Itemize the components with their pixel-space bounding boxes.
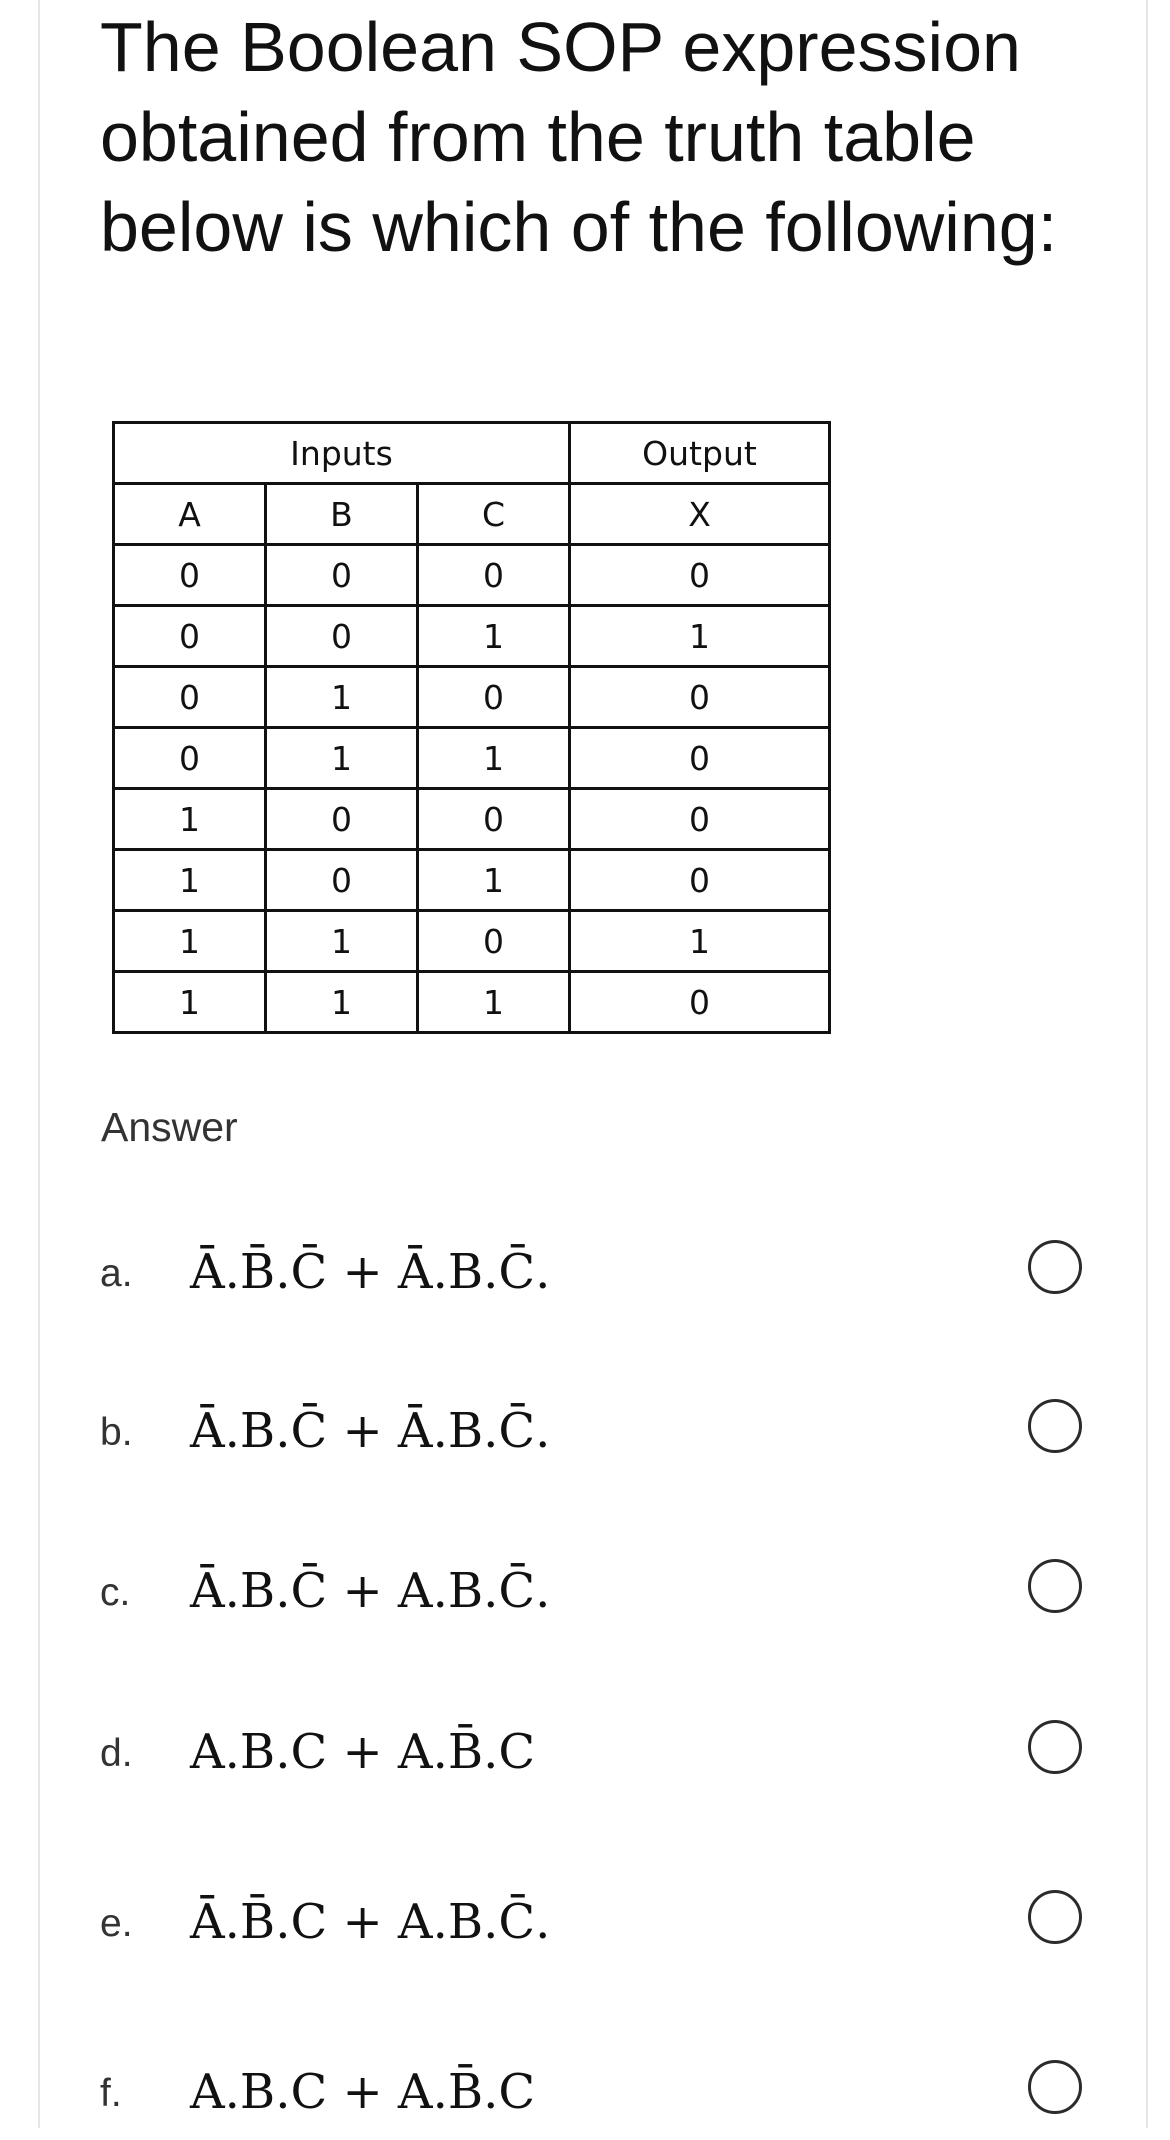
truth-table-column-header — [114, 484, 830, 545]
cell-x: 1 — [570, 606, 830, 667]
radio-button[interactable] — [1028, 1890, 1082, 1944]
cell-a: 0 — [114, 728, 266, 789]
table-row — [114, 728, 830, 789]
question-text: The Boolean SOP expression obtained from the truth table below is which of the following: — [100, 8, 1058, 266]
cell-c: 0 — [418, 911, 570, 972]
cell-b: 0 — [266, 606, 418, 667]
cell-b: 0 — [266, 789, 418, 850]
cell-c: 0 — [418, 789, 570, 850]
column-header-b: B — [266, 484, 418, 545]
table-row — [114, 911, 830, 972]
table-row — [114, 972, 830, 1033]
option-expression: Ā.B.C̄ + A.B.C̄. — [190, 1563, 551, 1619]
truth-table-group-header — [114, 423, 830, 484]
cell-x: 0 — [570, 972, 830, 1033]
radio-button[interactable] — [1028, 1559, 1082, 1613]
radio-button[interactable] — [1028, 2060, 1082, 2114]
cell-c: 0 — [418, 667, 570, 728]
cell-a: 1 — [114, 789, 266, 850]
cell-a: 1 — [114, 972, 266, 1033]
cell-a: 0 — [114, 545, 266, 606]
cell-x: 0 — [570, 667, 830, 728]
column-header-c: C — [418, 484, 570, 545]
table-row — [114, 545, 830, 606]
option-b[interactable] — [100, 1399, 1090, 1479]
option-letter: e. — [100, 1902, 133, 1945]
cell-c: 1 — [418, 606, 570, 667]
cell-c: 0 — [418, 545, 570, 606]
option-e[interactable] — [100, 1890, 1090, 1970]
option-letter: a. — [100, 1252, 133, 1295]
option-d[interactable] — [100, 1720, 1090, 1800]
option-a[interactable] — [100, 1240, 1090, 1320]
option-letter: c. — [100, 1571, 131, 1614]
cell-a: 1 — [114, 850, 266, 911]
cell-a: 0 — [114, 606, 266, 667]
option-expression: Ā.B̄.C̄ + Ā.B.C̄. — [190, 1244, 551, 1300]
cell-x: 0 — [570, 789, 830, 850]
cell-a: 1 — [114, 911, 266, 972]
table-row — [114, 789, 830, 850]
cell-b: 1 — [266, 728, 418, 789]
cell-b: 0 — [266, 850, 418, 911]
cell-c: 1 — [418, 728, 570, 789]
output-header: Output — [570, 423, 830, 484]
question-card — [38, 0, 1148, 2128]
cell-x: 1 — [570, 911, 830, 972]
column-header-a: A — [114, 484, 266, 545]
radio-button[interactable] — [1028, 1240, 1082, 1294]
inputs-header: Inputs — [114, 423, 570, 484]
cell-x: 0 — [570, 545, 830, 606]
option-expression: A.B.C + A.B̄.C — [190, 2064, 536, 2120]
answer-label: Answer — [101, 1104, 238, 1150]
option-c[interactable] — [100, 1559, 1090, 1639]
cell-x: 0 — [570, 850, 830, 911]
option-letter: f. — [100, 2072, 122, 2115]
option-expression: A.B.C + A.B̄.C — [190, 1724, 536, 1780]
option-letter: d. — [100, 1732, 133, 1775]
cell-b: 1 — [266, 911, 418, 972]
cell-c: 1 — [418, 850, 570, 911]
column-header-x: X — [570, 484, 830, 545]
radio-button[interactable] — [1028, 1399, 1082, 1453]
table-row — [114, 850, 830, 911]
cell-b: 1 — [266, 667, 418, 728]
truth-table — [112, 421, 831, 1034]
cell-b: 1 — [266, 972, 418, 1033]
table-row — [114, 606, 830, 667]
cell-x: 0 — [570, 728, 830, 789]
cell-b: 0 — [266, 545, 418, 606]
option-letter: b. — [100, 1411, 133, 1454]
option-f[interactable] — [100, 2060, 1090, 2140]
cell-a: 0 — [114, 667, 266, 728]
table-row — [114, 667, 830, 728]
radio-button[interactable] — [1028, 1720, 1082, 1774]
option-expression: Ā.B.C̄ + Ā.B.C̄. — [190, 1403, 551, 1459]
cell-c: 1 — [418, 972, 570, 1033]
option-expression: Ā.B̄.C + A.B.C̄. — [190, 1894, 551, 1950]
